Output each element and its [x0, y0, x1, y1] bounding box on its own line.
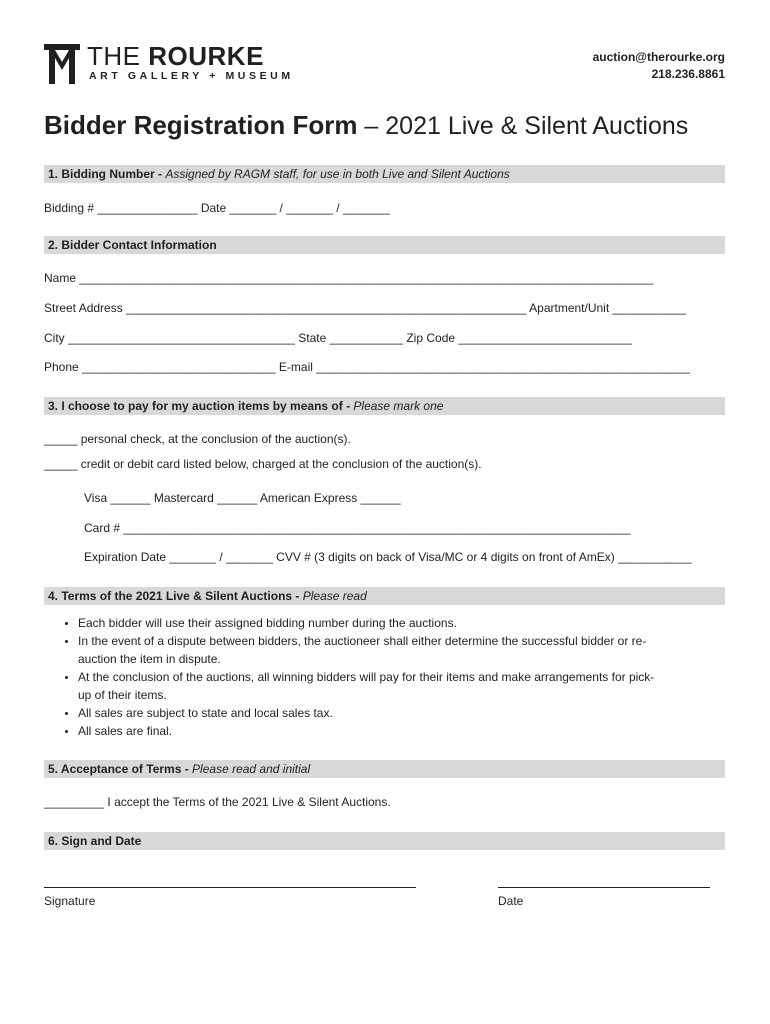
terms-list: [66, 614, 656, 740]
logo-subtitle: ART GALLERY + MUSEUM: [89, 70, 294, 82]
signature-line[interactable]: [44, 887, 416, 888]
title-sub: 2021 Live & Silent Auctions: [385, 112, 689, 140]
date-label: Date: [498, 894, 524, 908]
term-item: • Each bidder will use their assigned bidding number during the auctions.: [78, 614, 656, 632]
card-number-field[interactable]: Card # ____________________________________________________________________________: [84, 521, 631, 535]
pay-card-option[interactable]: _____ credit or debit card listed below, charged at the conclusion of the auction(s).: [44, 457, 482, 471]
section-4-heading: 4. Terms of the 2021 Live & Silent Auctions - Please read: [44, 587, 725, 605]
pay-personal-check-option[interactable]: _____ personal check, at the conclusion of the auction(s).: [44, 432, 351, 446]
section-6-heading: 6. Sign and Date: [44, 832, 725, 850]
accept-terms-initial-field[interactable]: _________ I accept the Terms of the 2021 Live & Silent Auctions.: [44, 795, 391, 809]
contact-email[interactable]: auction@therourke.org: [592, 50, 725, 64]
city-state-zip-field[interactable]: City __________________________________ State ___________ Zip Code __________________________: [44, 331, 632, 345]
term-item: • In the event of a dispute between bidders, the auctioneer shall either determine the successful bidder or re-auction the item in dispute.: [78, 632, 656, 668]
title-main: Bidder Registration Form: [44, 110, 358, 140]
contact-phone: 218.236.8861: [651, 67, 725, 81]
expiration-cvv-field[interactable]: Expiration Date _______ / _______ CVV # (3 digits on back of Visa/MC or 4 digits on front of AmEx) ___________: [84, 550, 692, 564]
term-item: • At the conclusion of the auctions, all winning bidders will pay for their items and make arrangements for pick-up of their items.: [78, 668, 656, 704]
title-sep: –: [357, 112, 386, 140]
rourke-logo-icon: [44, 44, 80, 84]
logo-wordmark: THE ROURKE: [87, 41, 264, 71]
section-2-heading: 2. Bidder Contact Information: [44, 236, 725, 254]
section-1-heading: 1. Bidding Number - Assigned by RAGM staff, for use in both Live and Silent Auctions: [44, 165, 725, 183]
card-type-options[interactable]: Visa ______ Mastercard ______ American Express ______: [84, 491, 401, 505]
term-item: • All sales are final.: [78, 722, 656, 740]
section-5-heading: 5. Acceptance of Terms - Please read and initial: [44, 760, 725, 778]
date-line[interactable]: [498, 887, 710, 888]
bidding-number-line[interactable]: Bidding # _______________ Date _______ / _______ / _______: [44, 201, 390, 215]
term-item: • All sales are subject to state and local sales tax.: [78, 704, 656, 722]
section-3-heading: 3. I choose to pay for my auction items by means of - Please mark one: [44, 397, 725, 415]
signature-label: Signature: [44, 894, 96, 908]
contact-block: [593, 49, 725, 83]
street-address-field[interactable]: Street Address ____________________________________________________________ Apartment/Unit ___________: [44, 301, 686, 315]
page-title: [44, 108, 688, 143]
phone-email-field[interactable]: Phone _____________________________ E-mail ________________________________________________________: [44, 360, 690, 374]
name-field[interactable]: Name ______________________________________________________________________________________: [44, 271, 654, 285]
